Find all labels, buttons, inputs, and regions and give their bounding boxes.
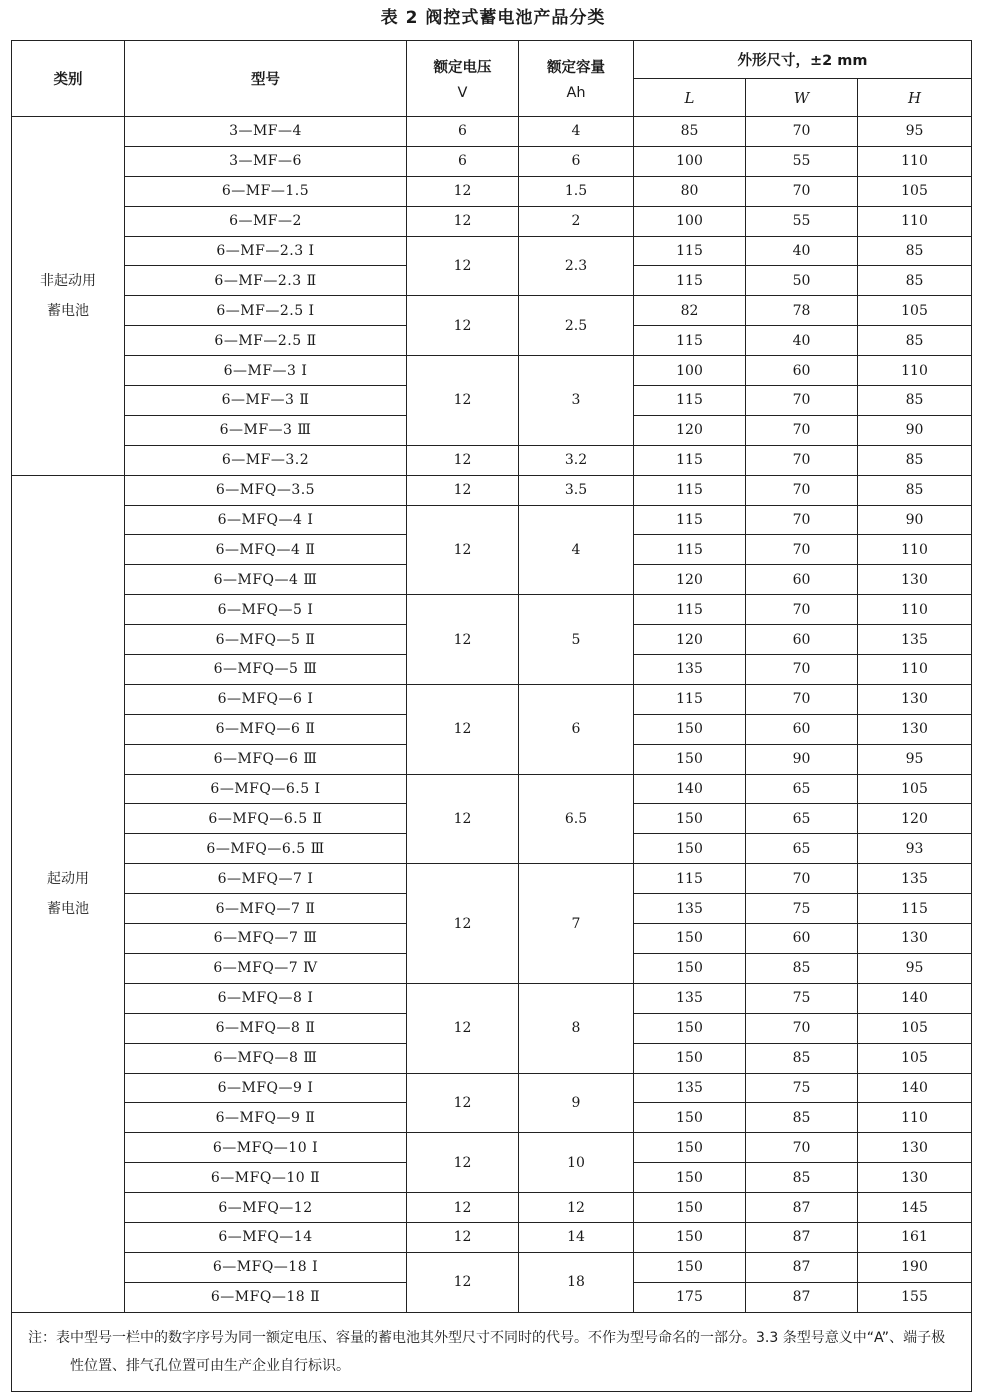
dimension-l-cell: 150 xyxy=(634,1103,746,1133)
table-row xyxy=(12,475,972,505)
dimension-w-cell: 85 xyxy=(746,1103,858,1133)
capacity-cell: 18 xyxy=(519,1252,634,1312)
dimension-w-cell: 85 xyxy=(746,953,858,983)
dimension-w-cell: 70 xyxy=(746,595,858,625)
voltage-cell: 12 xyxy=(407,236,519,296)
voltage-cell: 12 xyxy=(407,206,519,236)
dimension-h-cell: 155 xyxy=(858,1282,972,1312)
voltage-cell: 12 xyxy=(407,774,519,864)
dimension-l-cell: 115 xyxy=(634,326,746,356)
category-cell xyxy=(12,475,125,1312)
dimension-l-cell: 175 xyxy=(634,1282,746,1312)
dimension-w-cell: 65 xyxy=(746,804,858,834)
dimension-h-cell: 90 xyxy=(858,415,972,445)
dimension-l-cell: 115 xyxy=(634,445,746,475)
capacity-cell: 9 xyxy=(519,1073,634,1133)
dimension-w-cell: 70 xyxy=(746,176,858,206)
dimension-h-cell: 95 xyxy=(858,953,972,983)
model-cell: 6—MFQ—6.5 Ⅰ xyxy=(125,774,407,804)
dimension-l-cell: 150 xyxy=(634,714,746,744)
model-cell: 6—MF—3 Ⅰ xyxy=(125,356,407,386)
model-cell: 6—MFQ—6.5 Ⅲ xyxy=(125,834,407,864)
table-row xyxy=(12,296,972,326)
table-row xyxy=(12,1222,972,1252)
dimension-h-cell: 110 xyxy=(858,206,972,236)
battery-classification-table xyxy=(11,40,972,1392)
voltage-cell: 6 xyxy=(407,117,519,147)
dimension-w-cell: 85 xyxy=(746,1163,858,1193)
header-dimensions: 外形尺寸，±2 mm xyxy=(634,41,972,79)
dimension-l-cell: 150 xyxy=(634,804,746,834)
dimension-h-cell: 105 xyxy=(858,296,972,326)
dimension-l-cell: 150 xyxy=(634,1013,746,1043)
dimension-w-cell: 60 xyxy=(746,356,858,386)
dimension-w-cell: 65 xyxy=(746,774,858,804)
capacity-cell: 12 xyxy=(519,1193,634,1223)
dimension-l-cell: 150 xyxy=(634,1193,746,1223)
dimension-h-cell: 85 xyxy=(858,475,972,505)
dimension-l-cell: 150 xyxy=(634,1252,746,1282)
dimension-h-cell: 85 xyxy=(858,266,972,296)
header-height: H xyxy=(858,79,972,117)
dimension-h-cell: 161 xyxy=(858,1222,972,1252)
capacity-cell: 7 xyxy=(519,864,634,984)
dimension-l-cell: 115 xyxy=(634,595,746,625)
dimension-l-cell: 120 xyxy=(634,625,746,655)
model-cell: 6—MFQ—8 Ⅱ xyxy=(125,1013,407,1043)
voltage-cell: 12 xyxy=(407,356,519,446)
table-row xyxy=(12,206,972,236)
dimension-w-cell: 85 xyxy=(746,1043,858,1073)
model-cell: 3—MF—6 xyxy=(125,146,407,176)
model-cell: 6—MF—2.3 Ⅱ xyxy=(125,266,407,296)
dimension-w-cell: 75 xyxy=(746,1073,858,1103)
dimension-w-cell: 60 xyxy=(746,714,858,744)
dimension-l-cell: 120 xyxy=(634,565,746,595)
dimension-l-cell: 115 xyxy=(634,684,746,714)
category-line: 蓄电池 xyxy=(47,900,89,917)
table-caption: 表 2 阀控式蓄电池产品分类 xyxy=(380,8,606,28)
capacity-cell: 4 xyxy=(519,505,634,595)
dimension-w-cell: 70 xyxy=(746,864,858,894)
table-note: 注：表中型号一栏中的数字序号为同一额定电压、容量的蓄电池其外型尺寸不同时的代号。不作为型号命名的一部分。3.3 条型号意义中“A”、端子极性位置、排气孔位置可由生产企业自行标识。 xyxy=(12,1312,972,1391)
dimension-l-cell: 150 xyxy=(634,744,746,774)
dimension-w-cell: 87 xyxy=(746,1222,858,1252)
dimension-l-cell: 140 xyxy=(634,774,746,804)
voltage-cell: 12 xyxy=(407,1133,519,1193)
dimension-h-cell: 93 xyxy=(858,834,972,864)
dimension-w-cell: 55 xyxy=(746,206,858,236)
header-voltage-label: 额定电压 xyxy=(433,60,492,76)
voltage-cell: 12 xyxy=(407,1193,519,1223)
capacity-cell: 6.5 xyxy=(519,774,634,864)
capacity-cell: 5 xyxy=(519,595,634,685)
header-voltage xyxy=(407,41,519,117)
dimension-w-cell: 70 xyxy=(746,386,858,416)
table-row xyxy=(12,1193,972,1223)
model-cell: 6—MFQ—4 Ⅰ xyxy=(125,505,407,535)
model-cell: 6—MFQ—7 Ⅰ xyxy=(125,864,407,894)
dimension-l-cell: 115 xyxy=(634,535,746,565)
dimension-w-cell: 70 xyxy=(746,655,858,685)
dimension-w-cell: 70 xyxy=(746,445,858,475)
capacity-cell: 3.2 xyxy=(519,445,634,475)
dimension-w-cell: 40 xyxy=(746,236,858,266)
capacity-cell: 10 xyxy=(519,1133,634,1193)
dimension-h-cell: 130 xyxy=(858,684,972,714)
dimension-w-cell: 60 xyxy=(746,625,858,655)
dimension-w-cell: 90 xyxy=(746,744,858,774)
dimension-l-cell: 80 xyxy=(634,176,746,206)
table-body xyxy=(12,117,972,1392)
voltage-cell: 12 xyxy=(407,1073,519,1133)
voltage-cell: 12 xyxy=(407,864,519,984)
dimension-l-cell: 115 xyxy=(634,475,746,505)
capacity-cell: 14 xyxy=(519,1222,634,1252)
category-line: 起动用 xyxy=(47,870,89,887)
dimension-l-cell: 150 xyxy=(634,834,746,864)
model-cell: 6—MF—2.5 Ⅱ xyxy=(125,326,407,356)
model-cell: 6—MFQ—9 Ⅱ xyxy=(125,1103,407,1133)
dimension-h-cell: 110 xyxy=(858,595,972,625)
voltage-cell: 12 xyxy=(407,684,519,774)
capacity-cell: 2.3 xyxy=(519,236,634,296)
dimension-h-cell: 145 xyxy=(858,1193,972,1223)
dimension-h-cell: 110 xyxy=(858,535,972,565)
header-voltage-unit: V xyxy=(457,85,468,101)
dimension-h-cell: 130 xyxy=(858,714,972,744)
dimension-l-cell: 82 xyxy=(634,296,746,326)
dimension-l-cell: 120 xyxy=(634,415,746,445)
dimension-w-cell: 70 xyxy=(746,1013,858,1043)
header-width: W xyxy=(746,79,858,117)
model-cell: 6—MF—2 xyxy=(125,206,407,236)
dimension-h-cell: 85 xyxy=(858,236,972,266)
table-row xyxy=(12,595,972,625)
dimension-h-cell: 105 xyxy=(858,176,972,206)
header-model: 型号 xyxy=(125,41,407,117)
dimension-l-cell: 115 xyxy=(634,505,746,535)
model-cell: 6—MFQ—5 Ⅱ xyxy=(125,625,407,655)
dimension-h-cell: 130 xyxy=(858,1163,972,1193)
dimension-w-cell: 55 xyxy=(746,146,858,176)
dimension-h-cell: 105 xyxy=(858,1013,972,1043)
dimension-l-cell: 115 xyxy=(634,864,746,894)
voltage-cell: 12 xyxy=(407,505,519,595)
model-cell: 6—MFQ—6 Ⅰ xyxy=(125,684,407,714)
capacity-cell: 2.5 xyxy=(519,296,634,356)
capacity-cell: 3 xyxy=(519,356,634,446)
dimension-l-cell: 100 xyxy=(634,356,746,386)
voltage-cell: 6 xyxy=(407,146,519,176)
dimension-h-cell: 130 xyxy=(858,565,972,595)
voltage-cell: 12 xyxy=(407,595,519,685)
voltage-cell: 12 xyxy=(407,445,519,475)
dimension-h-cell: 140 xyxy=(858,983,972,1013)
dimension-h-cell: 95 xyxy=(858,117,972,147)
model-cell: 6—MFQ—6 Ⅲ xyxy=(125,744,407,774)
model-cell: 6—MFQ—18 Ⅰ xyxy=(125,1252,407,1282)
dimension-w-cell: 70 xyxy=(746,684,858,714)
dimension-w-cell: 50 xyxy=(746,266,858,296)
table-row xyxy=(12,1252,972,1282)
dimension-h-cell: 110 xyxy=(858,655,972,685)
capacity-cell: 6 xyxy=(519,146,634,176)
dimension-l-cell: 135 xyxy=(634,655,746,685)
dimension-l-cell: 115 xyxy=(634,386,746,416)
model-cell: 6—MFQ—7 Ⅱ xyxy=(125,894,407,924)
dimension-w-cell: 78 xyxy=(746,296,858,326)
dimension-h-cell: 85 xyxy=(858,386,972,416)
dimension-l-cell: 150 xyxy=(634,1043,746,1073)
dimension-l-cell: 150 xyxy=(634,953,746,983)
dimension-w-cell: 65 xyxy=(746,834,858,864)
table-row xyxy=(12,356,972,386)
category-line: 非起动用 xyxy=(40,272,96,289)
dimension-h-cell: 190 xyxy=(858,1252,972,1282)
dimension-l-cell: 150 xyxy=(634,924,746,954)
model-cell: 6—MFQ—4 Ⅱ xyxy=(125,535,407,565)
model-cell: 6—MFQ—9 Ⅰ xyxy=(125,1073,407,1103)
dimension-h-cell: 130 xyxy=(858,924,972,954)
dimension-w-cell: 75 xyxy=(746,894,858,924)
model-cell: 6—MFQ—18 Ⅱ xyxy=(125,1282,407,1312)
table-row xyxy=(12,983,972,1013)
dimension-w-cell: 70 xyxy=(746,535,858,565)
dimension-l-cell: 115 xyxy=(634,266,746,296)
model-cell: 6—MFQ—8 Ⅲ xyxy=(125,1043,407,1073)
model-cell: 6—MF—2.3 Ⅰ xyxy=(125,236,407,266)
header-capacity-unit: Ah xyxy=(566,85,586,101)
model-cell: 3—MF—4 xyxy=(125,117,407,147)
model-cell: 6—MFQ—5 Ⅲ xyxy=(125,655,407,685)
dimension-w-cell: 70 xyxy=(746,415,858,445)
dimension-h-cell: 135 xyxy=(858,625,972,655)
category-line: 蓄电池 xyxy=(47,302,89,319)
dimension-w-cell: 87 xyxy=(746,1252,858,1282)
dimension-w-cell: 70 xyxy=(746,1133,858,1163)
dimension-h-cell: 110 xyxy=(858,146,972,176)
dimension-h-cell: 105 xyxy=(858,1043,972,1073)
capacity-cell: 6 xyxy=(519,684,634,774)
header-length: L xyxy=(634,79,746,117)
dimension-l-cell: 150 xyxy=(634,1133,746,1163)
table-row xyxy=(12,117,972,147)
model-cell: 6—MFQ—6 Ⅱ xyxy=(125,714,407,744)
model-cell: 6—MF—2.5 Ⅰ xyxy=(125,296,407,326)
header-capacity-label: 额定容量 xyxy=(547,60,605,76)
table-row xyxy=(12,774,972,804)
table-row xyxy=(12,236,972,266)
dimension-w-cell: 70 xyxy=(746,475,858,505)
dimension-w-cell: 87 xyxy=(746,1193,858,1223)
dimension-h-cell: 135 xyxy=(858,864,972,894)
table-row xyxy=(12,864,972,894)
dimension-w-cell: 70 xyxy=(746,505,858,535)
dimension-w-cell: 75 xyxy=(746,983,858,1013)
table-row xyxy=(12,1073,972,1103)
capacity-cell: 1.5 xyxy=(519,176,634,206)
dimension-w-cell: 60 xyxy=(746,565,858,595)
model-cell: 6—MFQ—4 Ⅲ xyxy=(125,565,407,595)
voltage-cell: 12 xyxy=(407,176,519,206)
dimension-w-cell: 60 xyxy=(746,924,858,954)
model-cell: 6—MFQ—14 xyxy=(125,1222,407,1252)
voltage-cell: 12 xyxy=(407,1252,519,1312)
dimension-h-cell: 115 xyxy=(858,894,972,924)
dimension-h-cell: 95 xyxy=(858,744,972,774)
header-capacity xyxy=(519,41,634,117)
dimension-l-cell: 135 xyxy=(634,983,746,1013)
table-row xyxy=(12,445,972,475)
model-cell: 6—MF—1.5 xyxy=(125,176,407,206)
model-cell: 6—MFQ—3.5 xyxy=(125,475,407,505)
model-cell: 6—MFQ—7 Ⅳ xyxy=(125,953,407,983)
model-cell: 6—MFQ—8 Ⅰ xyxy=(125,983,407,1013)
model-cell: 6—MFQ—5 Ⅰ xyxy=(125,595,407,625)
header-category: 类别 xyxy=(12,41,125,117)
dimension-l-cell: 150 xyxy=(634,1222,746,1252)
model-cell: 6—MF—3.2 xyxy=(125,445,407,475)
capacity-cell: 3.5 xyxy=(519,475,634,505)
model-cell: 6—MFQ—10 Ⅰ xyxy=(125,1133,407,1163)
dimension-w-cell: 40 xyxy=(746,326,858,356)
model-cell: 6—MF—3 Ⅲ xyxy=(125,415,407,445)
voltage-cell: 12 xyxy=(407,983,519,1073)
dimension-h-cell: 85 xyxy=(858,445,972,475)
table-row xyxy=(12,505,972,535)
dimension-l-cell: 115 xyxy=(634,236,746,266)
model-cell: 6—MF—3 Ⅱ xyxy=(125,386,407,416)
dimension-h-cell: 110 xyxy=(858,1103,972,1133)
voltage-cell: 12 xyxy=(407,1222,519,1252)
dimension-l-cell: 100 xyxy=(634,146,746,176)
model-cell: 6—MFQ—10 Ⅱ xyxy=(125,1163,407,1193)
dimension-h-cell: 120 xyxy=(858,804,972,834)
voltage-cell: 12 xyxy=(407,296,519,356)
capacity-cell: 2 xyxy=(519,206,634,236)
model-cell: 6—MFQ—6.5 Ⅱ xyxy=(125,804,407,834)
category-cell xyxy=(12,117,125,476)
dimension-l-cell: 135 xyxy=(634,894,746,924)
note-row xyxy=(12,1312,972,1391)
dimension-h-cell: 130 xyxy=(858,1133,972,1163)
model-cell: 6—MFQ—12 xyxy=(125,1193,407,1223)
dimension-h-cell: 110 xyxy=(858,356,972,386)
model-cell: 6—MFQ—7 Ⅲ xyxy=(125,924,407,954)
dimension-l-cell: 150 xyxy=(634,1163,746,1193)
dimension-h-cell: 90 xyxy=(858,505,972,535)
dimension-l-cell: 85 xyxy=(634,117,746,147)
table-row xyxy=(12,146,972,176)
dimension-l-cell: 135 xyxy=(634,1073,746,1103)
table-row xyxy=(12,176,972,206)
dimension-w-cell: 70 xyxy=(746,117,858,147)
table-row xyxy=(12,684,972,714)
table-row xyxy=(12,1133,972,1163)
dimension-w-cell: 87 xyxy=(746,1282,858,1312)
capacity-cell: 4 xyxy=(519,117,634,147)
voltage-cell: 12 xyxy=(407,475,519,505)
dimension-l-cell: 100 xyxy=(634,206,746,236)
dimension-h-cell: 140 xyxy=(858,1073,972,1103)
capacity-cell: 8 xyxy=(519,983,634,1073)
dimension-h-cell: 105 xyxy=(858,774,972,804)
dimension-h-cell: 85 xyxy=(858,326,972,356)
